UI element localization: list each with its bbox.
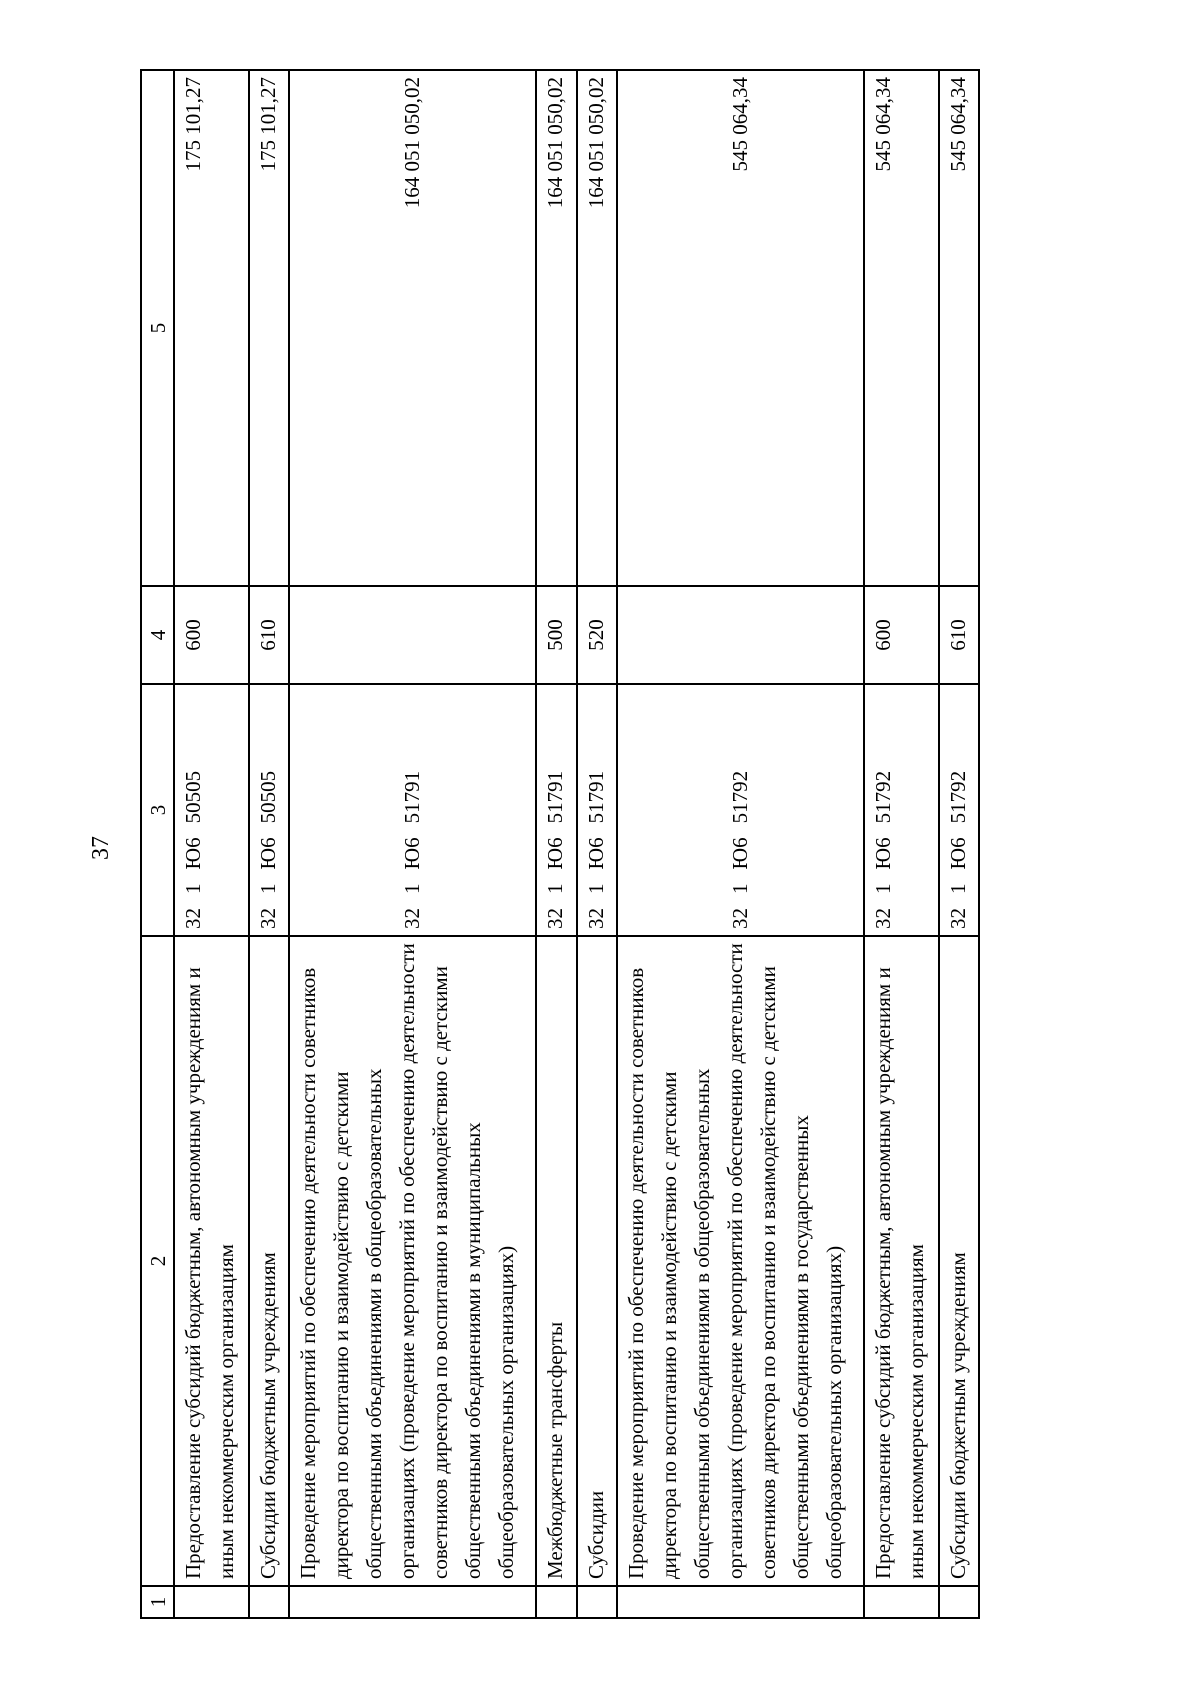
row-index-cell <box>864 1586 939 1618</box>
header-col-2: 2 <box>141 936 174 1586</box>
row-vr: 610 <box>249 586 289 684</box>
row-code <box>289 684 536 936</box>
table-row <box>577 70 617 1618</box>
code-direction: 51791 <box>543 770 568 824</box>
code-direction: 51792 <box>727 770 752 824</box>
row-index-cell <box>577 1586 617 1618</box>
table-row <box>536 70 576 1618</box>
header-col-5: 5 <box>141 70 174 586</box>
row-vr <box>289 586 536 684</box>
code-project: Ю6 <box>400 837 425 870</box>
code-direction: 51792 <box>870 770 895 824</box>
table-header-row <box>141 70 174 1618</box>
code-program: 32 <box>583 908 608 929</box>
row-name: Субсидии бюджетным учреждениям <box>249 936 289 1586</box>
row-vr: 600 <box>174 586 249 684</box>
row-amount: 164 051 050,02 <box>577 70 617 586</box>
row-code <box>174 684 249 936</box>
code-project: Ю6 <box>870 837 895 870</box>
code-project: Ю6 <box>727 837 752 870</box>
header-col-1: 1 <box>141 1586 174 1618</box>
code-direction: 51791 <box>583 770 608 824</box>
code-subprogram: 1 <box>181 883 206 894</box>
rotated-table-container <box>140 71 980 1619</box>
row-index-cell <box>939 1586 980 1618</box>
code-program: 32 <box>400 908 425 929</box>
code-direction: 50505 <box>255 770 280 824</box>
row-code <box>617 684 864 936</box>
row-code <box>577 684 617 936</box>
row-code <box>864 684 939 936</box>
code-program: 32 <box>945 908 970 929</box>
row-name: Межбюджетные трансферты <box>536 936 576 1586</box>
row-amount: 545 064,34 <box>617 70 864 586</box>
row-index-cell <box>617 1586 864 1618</box>
table-row <box>249 70 289 1618</box>
code-project: Ю6 <box>181 837 206 870</box>
code-program: 32 <box>181 908 206 929</box>
code-subprogram: 1 <box>945 883 970 894</box>
code-direction: 51791 <box>400 770 425 824</box>
row-amount: 545 064,34 <box>864 70 939 586</box>
row-code <box>939 684 980 936</box>
row-name: Субсидии бюджетным учреждениям <box>939 936 980 1586</box>
row-vr: 520 <box>577 586 617 684</box>
row-vr: 600 <box>864 586 939 684</box>
code-subprogram: 1 <box>400 883 425 894</box>
row-name: Субсидии <box>577 936 617 1586</box>
row-name: Проведение мероприятий по обеспечению деятельности советников директора по воспитанию и взаимодействию с детскими общественными объединениями в общеобразовательных организациях (проведение мероприятий по обеспечению деятельности советников директора по воспитанию и взаимодействию с детскими общественными объединениями в муниципальных общеобразовательных организациях) <box>289 936 536 1586</box>
row-name: Предоставление субсидий бюджетным, автономным учреждениям и иным некоммерческим организациям <box>174 936 249 1586</box>
table-row <box>617 70 864 1618</box>
budget-table <box>140 69 980 1619</box>
code-program: 32 <box>543 908 568 929</box>
code-project: Ю6 <box>945 837 970 870</box>
row-amount: 545 064,34 <box>939 70 980 586</box>
table-row <box>289 70 536 1618</box>
code-direction: 51792 <box>945 770 970 824</box>
code-program: 32 <box>727 908 752 929</box>
code-subprogram: 1 <box>255 883 280 894</box>
row-code <box>249 684 289 936</box>
row-index-cell <box>249 1586 289 1618</box>
table-row <box>939 70 980 1618</box>
row-index-cell <box>536 1586 576 1618</box>
row-index-cell <box>174 1586 249 1618</box>
code-subprogram: 1 <box>727 883 752 894</box>
row-vr: 500 <box>536 586 576 684</box>
row-amount: 164 051 050,02 <box>536 70 576 586</box>
code-project: Ю6 <box>583 837 608 870</box>
code-subprogram: 1 <box>543 883 568 894</box>
code-project: Ю6 <box>255 837 280 870</box>
table-row <box>864 70 939 1618</box>
row-amount: 175 101,27 <box>174 70 249 586</box>
code-program: 32 <box>255 908 280 929</box>
row-amount: 175 101,27 <box>249 70 289 586</box>
row-vr <box>617 586 864 684</box>
header-col-3: 3 <box>141 684 174 936</box>
row-name: Предоставление субсидий бюджетным, автономным учреждениям и иным некоммерческим организациям <box>864 936 939 1586</box>
table-row <box>174 70 249 1618</box>
code-subprogram: 1 <box>870 883 895 894</box>
row-name: Проведение мероприятий по обеспечению деятельности советников директора по воспитанию и взаимодействию с детскими общественными объединениями в общеобразовательных организациях (проведение мероприятий по обеспечению деятельности советников директора по воспитанию и взаимодействию с детскими общественными объединениями в государственных общеобразовательных организациях) <box>617 936 864 1586</box>
row-index-cell <box>289 1586 536 1618</box>
code-project: Ю6 <box>543 837 568 870</box>
code-program: 32 <box>870 908 895 929</box>
row-vr: 610 <box>939 586 980 684</box>
code-direction: 50505 <box>181 770 206 824</box>
header-col-4: 4 <box>141 586 174 684</box>
code-subprogram: 1 <box>583 883 608 894</box>
row-amount: 164 051 050,02 <box>289 70 536 586</box>
page-number: 37 <box>88 836 114 860</box>
row-code <box>536 684 576 936</box>
